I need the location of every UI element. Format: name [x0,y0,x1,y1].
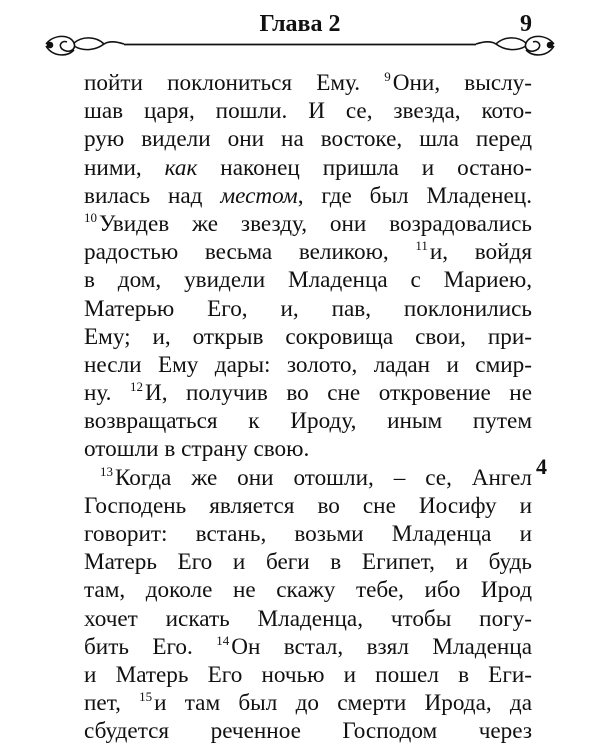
text-segment: рую видели они на востоке, шла перед [84,126,532,153]
verse-number: 9 [384,69,391,84]
text-line [84,97,532,125]
text-segment: Матерь Его и беги в Египет, и будь [84,549,532,576]
chapter-title: Глава 2 [259,11,341,37]
text-segment: Когда же они отошли, – се, Ангел [115,464,532,491]
text-line [84,154,532,182]
right-flourish-ornament [476,36,554,55]
text-line [84,295,532,323]
text-line [84,633,532,661]
text-segment: и Матерь Его ночью и пошел в Еги- [84,661,532,688]
text-line [84,407,532,435]
text-line [84,323,532,351]
verse-number: 13 [100,463,113,479]
text-line [84,464,532,492]
text-segment: пет, [84,690,140,717]
margin-reading-marker: 4 [536,454,547,479]
page-number: 9 [520,11,532,37]
text-segment: Ему; и, открыв сокровища свои, при- [84,323,532,350]
text-segment: , где был Младенец. [297,182,532,209]
verse-number: 12 [129,379,143,395]
text-segment: ну. [84,380,130,407]
text-segment: Увидев же звезду, они возрадовались [99,210,532,237]
text-segment: сбудется реченное Господом через [84,718,532,745]
text-line [84,689,532,717]
text-line [84,520,532,548]
verse-number: 14 [216,632,230,648]
text-segment: бить Его. [84,633,217,660]
text-segment: Они, выслу- [392,70,532,96]
text-segment: вилась над [84,182,221,209]
text-segment: Господень является во сне Иосифу и [84,492,532,519]
text-segment: там, доколе не скажу тебе, ибо Ирод [84,577,532,604]
text-segment: отошли в страну свою. [84,436,310,463]
text-segment: пойти поклониться Ему. [84,70,385,96]
page-header [0,0,600,60]
text-segment: говорит: встань, возьми Младенца и [84,521,532,547]
text-line [84,435,532,463]
text-line [84,351,532,379]
text-segment: несли Ему дары: золото, ладан и смир- [84,351,532,378]
text-segment: радостью весьма великою, [84,239,416,266]
text-line [84,125,532,153]
verse-number: 10 [84,209,97,225]
text-segment: в дом, увидели Младенца с Мариею, [84,267,532,294]
left-flourish-ornament [46,36,124,55]
text-segment: Он встал, взял Младенца [231,633,532,660]
header-ornament-divider [40,30,560,60]
text-segment: и, войдя [429,239,532,266]
text-segment: шав царя, пошли. И се, звезда, кото- [84,98,532,125]
text-line [84,238,532,266]
text-line [84,717,532,745]
verse-number: 15 [139,689,153,705]
text-segment: возвращаться к Ироду, иным путем [84,408,532,435]
text-line [84,210,532,238]
text-line [84,605,532,633]
text-segment: ними, [84,154,165,181]
text-segment: и там был до смерти Ирода, да [154,690,532,717]
text-line [84,548,532,576]
text-line [84,661,532,689]
text-segment: И, получив во сне откровение не [144,380,532,407]
text-line [84,576,532,604]
text-line [84,266,532,294]
text-line [84,69,532,97]
text-segment: наконец пришла и остано- [197,154,532,181]
text-line [84,492,532,520]
italic-word: как [164,154,198,181]
text-line [84,182,532,210]
text-line [84,379,532,407]
text-segment: Матерью Его, и, пав, поклонились [84,295,532,322]
text-segment: хочет искать Младенца, чтобы погу- [84,605,532,632]
verse-number: 11 [415,238,428,254]
italic-word: местом [220,182,298,209]
scripture-text-body [84,69,532,746]
